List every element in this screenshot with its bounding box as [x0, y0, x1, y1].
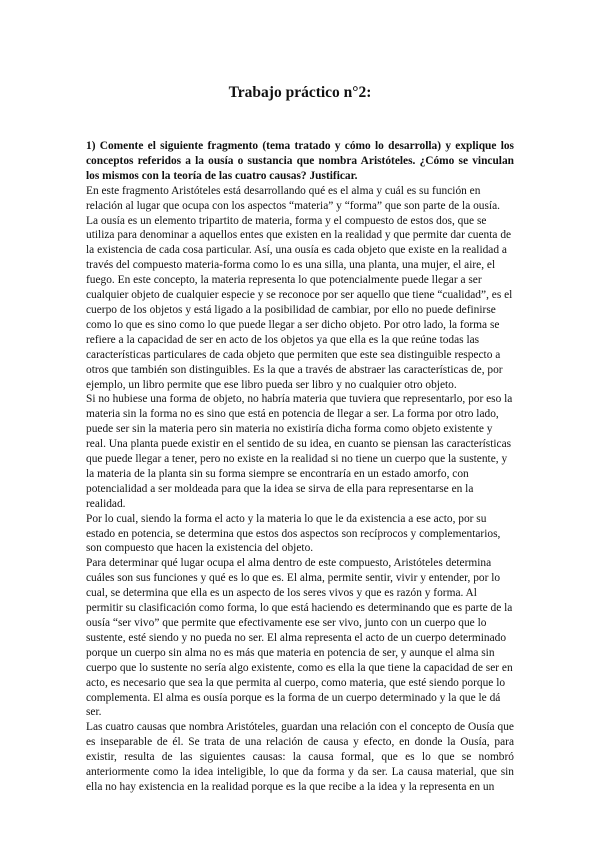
question-heading: 1) Comente el siguiente fragmento (tema tratado y cómo lo desarrolla) y explique los conceptos referidos a la ousía o sustancia que nombra Aristóteles. ¿Cómo se vinculan los mismos con la teoría de las cuatro causas? Justificar.: [86, 140, 514, 182]
page-title: Trabajo práctico n°2:: [228, 84, 372, 101]
paragraph: Si no hubiese una forma de objeto, no habría materia que tuviera que representarlo, por eso la materia sin la forma no es sino que está en potencia de llegar a ser. La forma por otro lado, puede ser sin la materia pero sin materia no existiría dicha forma como objeto existente y real. Una planta puede existir en el sentido de su idea, en cuanto se piensan las características que puede llegar a tener, pero no existe en la realidad si no tiene un cuerpo que la sustente, y la materia de la planta sin su forma siempre se encontraría en un estado amorfo, con potencialidad a ser moldeada para que la idea se sirva de ella para representarse en la realidad.: [86, 393, 513, 510]
paragraph: Para determinar qué lugar ocupa el alma dentro de este compuesto, Aristóteles determina cuáles son sus funciones y qué es lo que es. El alma, permite sentir, vivir y entender, por lo cual, se determina que ella es un aspecto de los seres vivos y que es razón y forma. Al permitir su clasificación como forma, lo que está haciendo es determinando que es parte de la ousía “ser vivo” que permite que efectivamente ese ser vivo, junto con un cuerpo que lo sustente, esté siendo y no pueda no ser. El alma representa el acto de un cuerpo determinado porque un cuerpo sin alma no es más que materia en potencia de ser, y aunque el alma sin cuerpo que lo sustente no sería algo existente, como es ella la que tiene la capacidad de ser en acto, es necesario que sea la que permita al cuerpo, como materia, que esté siendo porque lo complementa. El alma es ousía porque es la forma de un cuerpo determinado y la que le dá ser.: [86, 557, 513, 719]
paragraph: Las cuatro causas que nombra Aristóteles, guardan una relación con el concepto de Ousía que es inseparable de él. Se trata de una relación de causa y efecto, en donde la Ousía, para existir, resulta de las siguientes causas: la causa formal, que es lo que se nombró anteriormente como la idea inteligible, lo que da forma y da ser. La causa material, que sin ella no hay existencia en la realidad porque es la que recibe a la idea y la representa en un: [86, 721, 514, 793]
document-body: [86, 139, 514, 795]
paragraph: En este fragmento Aristóteles está desarrollando qué es el alma y cuál es su función en relación al lugar que ocupa con los aspectos “materia” y “forma” que son parte de la ousía. La ousía es un elemento tripartito de materia, forma y el compuesto de estos dos, que se utiliza para denominar a aquellos entes que existen en la realidad y que permite dar cuenta de la existencia de cada cosa particular. Así, una ousía es cada objeto que existe en la realidad a través del compuesto materia-forma como lo es una silla, una planta, una mujer, el aire, el fuego. En este concepto, la materia representa lo que potencialmente puede llegar a ser cualquier objeto de cualquier especie y se reconoce por ser aquello que tiene “cualidad”, es el cuerpo de los objetos y está ligado a la posibilidad de cambiar, por ello no puede definirse como lo que es sino como lo que puede llegar a ser dicho objeto. Por otro lado, la forma se refiere a la capacidad de ser en acto de los objetos ya que ella es la que reúne todas las características particulares de cada objeto que permiten que este sea distinguible respecto a otros que también son distinguibles. Es la que a través de abstraer las características de, por ejemplo, un libro permite que ese libro pueda ser libro y no cualquier otro objeto.: [86, 184, 513, 391]
paragraph: Por lo cual, siendo la forma el acto y la materia lo que le da existencia a ese acto, por su estado en potencia, se determina que estos dos aspectos son recíprocos y complementarios, son compuesto que hacen la existencia del objeto.: [86, 512, 501, 555]
